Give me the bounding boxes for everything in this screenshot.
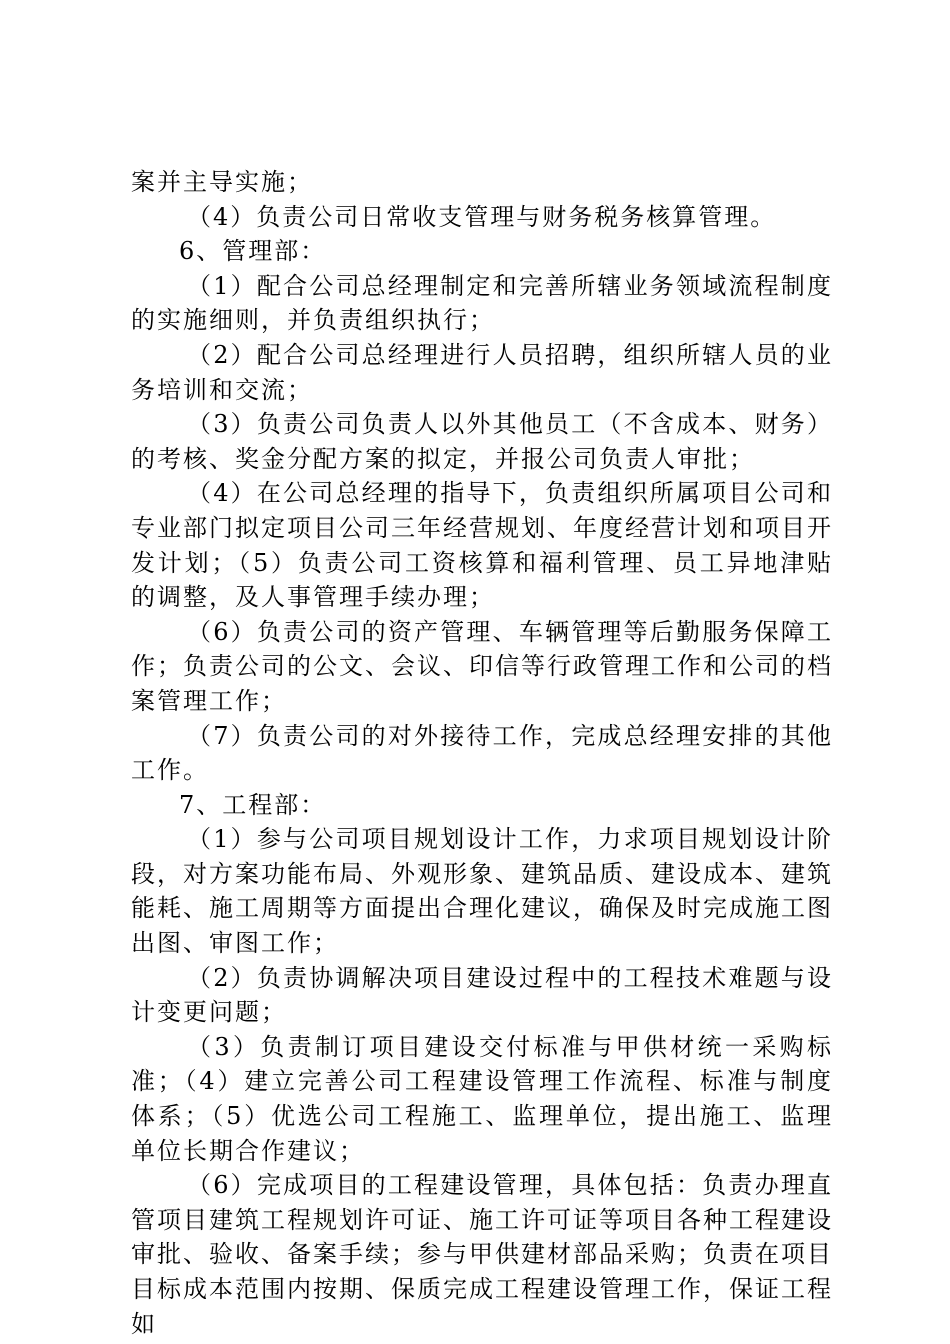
paragraph-engineering-item-2: （2）负责协调解决项目建设过程中的工程技术难题与设计变更问题； (131, 963, 833, 1027)
paragraph-finance-item-4: （4）负责公司日常收支管理与财务税务核算管理。 (187, 202, 777, 231)
paragraph-engineering-item-3-5: （3）负责制订项目建设交付标准与甲供材统一采购标准；（4）建立完善公司工程建设管理工作流程、标准与制度体系；（5）优选公司工程施工、监理单位，提出施工、监理单位长期合作建议； (131, 1032, 833, 1165)
paragraph-management-item-6: （6）负责公司的资产管理、车辆管理等后勤服务保障工作；负责公司的公文、会议、印信等行政管理工作和公司的档案管理工作； (131, 617, 833, 715)
paragraph-management-item-1: （1）配合公司总经理制定和完善所辖业务领域流程制度的实施细则，并负责组织执行； (131, 271, 833, 335)
paragraph-management-item-2: （2）配合公司总经理进行人员招聘，组织所辖人员的业务培训和交流； (131, 340, 833, 404)
paragraph-engineering-item-6: （6）完成项目的工程建设管理，具体包括：负责办理直管项目建筑工程规划许可证、施工许可证等项目各种工程建设审批、验收、备案手续；参与甲供建材部品采购；负责在项目目标成本范围内按期、保质完成工程建设管理工作，保证工程如 (131, 1171, 833, 1338)
section-heading-engineering: 7、工程部： (179, 790, 327, 819)
paragraph-engineering-item-1: （1）参与公司项目规划设计工作，力求项目规划设计阶段，对方案功能布局、外观形象、建筑品质、建设成本、建筑能耗、施工周期等方面提出合理化建议，确保及时完成施工图出图、审图工作； (131, 825, 833, 958)
paragraph-management-item-3: （3）负责公司负责人以外其他员工（不含成本、财务）的考核、奖金分配方案的拟定，并报公司负责人审批； (131, 410, 833, 473)
document-body (131, 165, 833, 1341)
section-heading-management: 6、管理部： (179, 237, 327, 266)
paragraph-continuation: 案并主导实施； (131, 168, 313, 196)
paragraph-management-item-7: （7）负责公司的对外接待工作，完成总经理安排的其他工作。 (131, 721, 833, 785)
paragraph-management-item-4-5: （4）在公司总经理的指导下，负责组织所属项目公司和专业部门拟定项目公司三年经营规划、年度经营计划和项目开发计划；（5）负责公司工资核算和福利管理、员工异地津贴的调整，及人事管理手续办理； (131, 479, 833, 612)
